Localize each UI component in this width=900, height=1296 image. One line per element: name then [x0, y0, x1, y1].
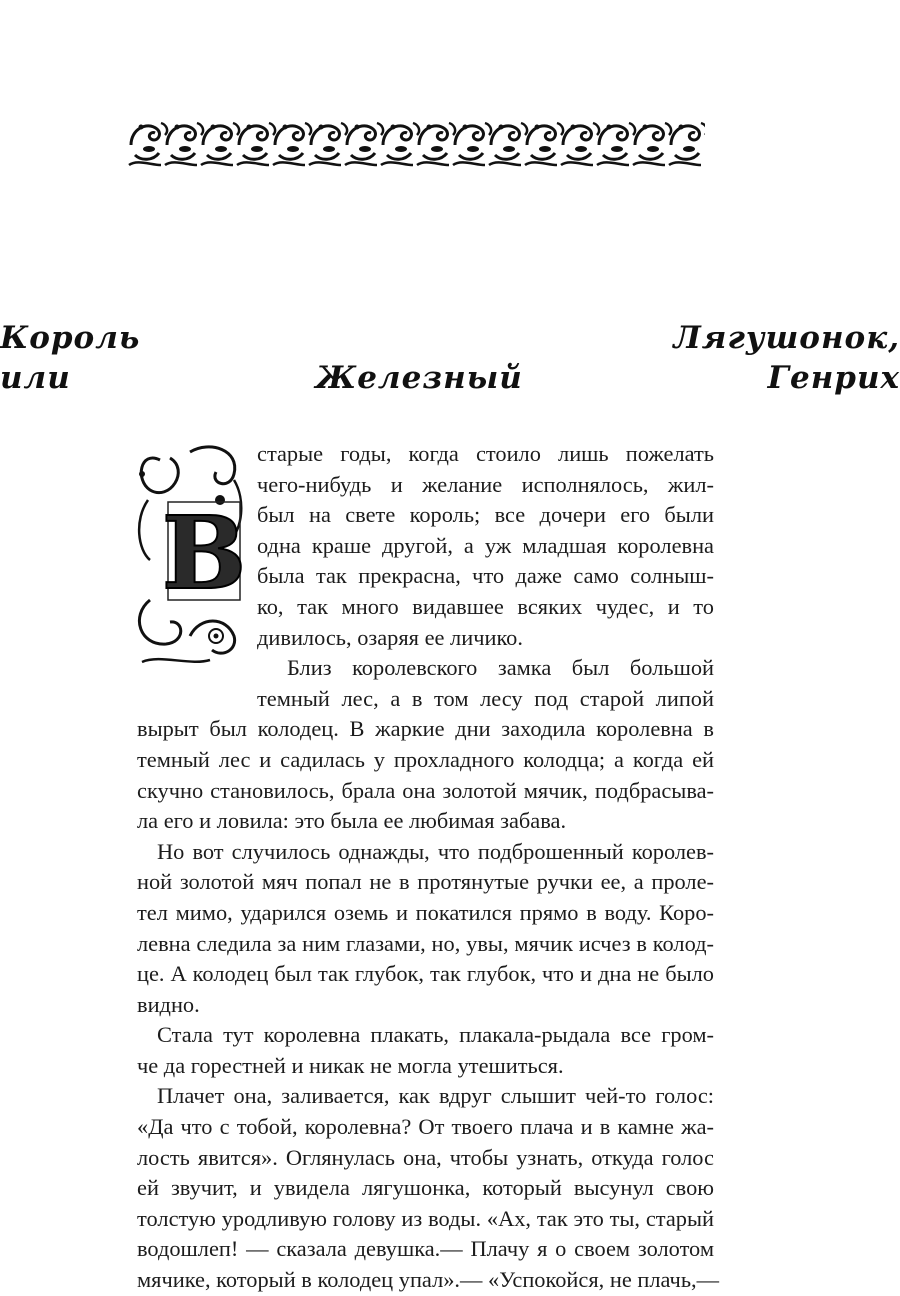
story-text [137, 439, 720, 1296]
text-line: темный лес и садилась у прохладного колодца; а когда ей [137, 746, 714, 772]
text-line: одна краше другой, а уж младшая королевна [257, 532, 714, 558]
text-line: был на свете король; все дочери его были [257, 502, 714, 528]
text-line: Плачет она, заливается, как вдруг слышит чей-то голос: [157, 1083, 714, 1109]
text-line: водошлеп! — сказала девушка.— Плачу я о своем золотом [137, 1236, 714, 1262]
text-line: чего-нибудь и желание исполнялось, жил- [257, 471, 714, 497]
paragraph [137, 1020, 714, 1081]
paragraph [137, 439, 714, 653]
text-line: толстую уродливую голову из воды. «Ах, так это ты, старый [137, 1205, 714, 1231]
text-line: темный лес, а в том лесу под старой липой [257, 685, 714, 711]
text-line: Но вот случилось однажды, что подброшенный королев- [157, 838, 714, 864]
text-line: вырыт был колодец. В жаркие дни заходила королевна в [137, 716, 714, 742]
text-line: ей звучит, и увидела лягушонка, который высунул свою [137, 1175, 714, 1201]
text-line: левна следила за ним глазами, но, увы, мячик исчез в колод- [137, 930, 714, 956]
paragraph [137, 837, 714, 1021]
text-line: «Да что с тобой, королевна? От твоего плача и в камне жа- [137, 1114, 714, 1140]
text-line: дивилось, озаряя ее личико. [257, 624, 523, 650]
paragraph [137, 1081, 720, 1295]
text-line: Близ королевского замка был большой [287, 655, 714, 681]
ornamental-header-band [127, 113, 705, 169]
text-line: лость явится». Оглянулась она, чтобы узнать, откуда голос [137, 1144, 714, 1170]
text-line: была так прекрасна, что даже само солныш- [257, 563, 714, 589]
title-line-2: или Железный Генрих [0, 360, 900, 396]
text-line: ко, так много видавшее всяких чудес, и то [257, 593, 714, 619]
story-title [0, 318, 900, 398]
text-line: тел мимо, ударился оземь и покатился прямо в воду. Коро- [137, 899, 714, 925]
drop-cap-letter: В [161, 494, 247, 612]
paragraph [137, 653, 714, 837]
text-line: Стала тут королевна плакать, плакала-рыдала все гром- [157, 1022, 714, 1048]
text-line: ла его и ловила: это была ее любимая забава. [137, 808, 567, 834]
text-line: видно. [137, 991, 200, 1017]
title-line-1: Король Лягушонок, [0, 320, 900, 356]
text-line: скучно становилось, брала она золотой мячик, подбрасыва- [137, 777, 714, 803]
text-line: ной золотой мяч попал не в протянутые ручки ее, а проле- [137, 869, 714, 895]
text-line: мячике, который в колодец упал».— «Успокойся, не плачь,— [137, 1267, 720, 1293]
text-line: це. А колодец был так глубок, так глубок, что и дна не было [137, 961, 714, 987]
text-line: че да горестней и никак не могла утешиться. [137, 1052, 564, 1078]
text-line: старые годы, когда стоило лишь пожелать [257, 441, 714, 466]
